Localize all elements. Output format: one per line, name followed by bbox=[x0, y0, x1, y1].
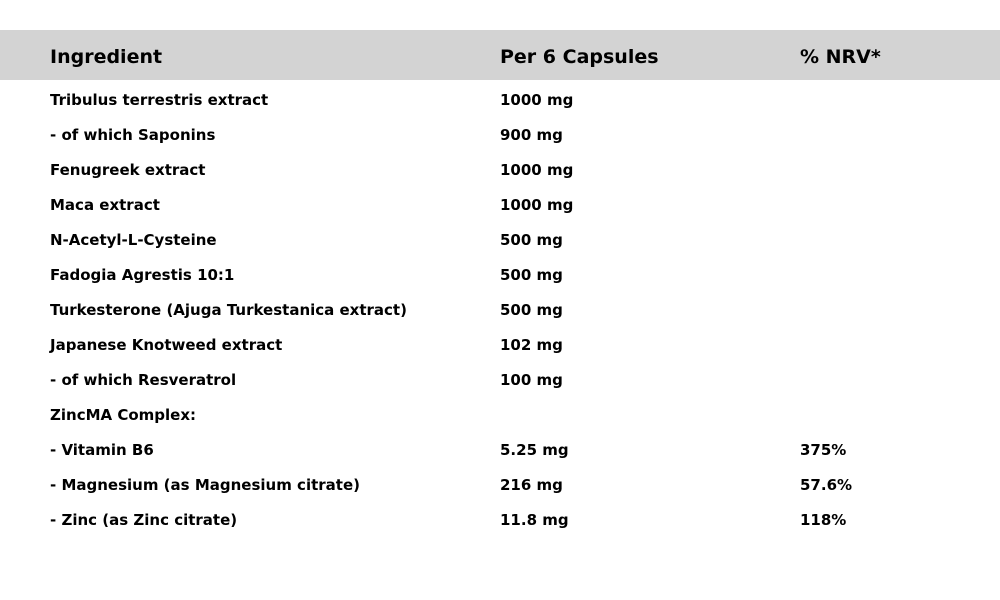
nutrition-table bbox=[0, 30, 1000, 538]
table-row bbox=[0, 118, 1000, 153]
table-row bbox=[0, 503, 1000, 538]
header-ingredient: Ingredient bbox=[50, 46, 163, 68]
nrv-cell: 375% bbox=[800, 441, 847, 459]
header-amount: Per 6 Capsules bbox=[500, 46, 659, 68]
ingredient-cell: Tribulus terrestris extract bbox=[50, 91, 269, 109]
amount-cell: 216 mg bbox=[500, 476, 563, 494]
ingredient-cell: - of which Saponins bbox=[50, 126, 216, 144]
amount-cell: 100 mg bbox=[500, 371, 563, 389]
ingredient-cell: Fadogia Agrestis 10:1 bbox=[50, 266, 235, 284]
ingredient-cell: - Zinc (as Zinc citrate) bbox=[50, 511, 238, 529]
amount-cell: 102 mg bbox=[500, 336, 563, 354]
ingredient-cell: - Vitamin B6 bbox=[50, 441, 154, 459]
amount-cell: 1000 mg bbox=[500, 196, 574, 214]
table-row bbox=[0, 188, 1000, 223]
amount-cell: 1000 mg bbox=[500, 161, 574, 179]
nrv-cell: 118% bbox=[800, 511, 847, 529]
ingredient-cell: N-Acetyl-L-Cysteine bbox=[50, 231, 217, 249]
amount-cell: 1000 mg bbox=[500, 91, 574, 109]
amount-cell: 5.25 mg bbox=[500, 441, 569, 459]
table-row bbox=[0, 223, 1000, 258]
table-row bbox=[0, 328, 1000, 363]
table-body bbox=[0, 80, 1000, 538]
table-row bbox=[0, 468, 1000, 503]
table-header bbox=[0, 30, 1000, 80]
table-row bbox=[0, 153, 1000, 188]
ingredient-cell: Turkesterone (Ajuga Turkestanica extract) bbox=[50, 301, 407, 319]
ingredient-cell: Fenugreek extract bbox=[50, 161, 206, 179]
table-row bbox=[0, 293, 1000, 328]
table-row bbox=[0, 398, 1000, 433]
table-row bbox=[0, 363, 1000, 398]
amount-cell: 500 mg bbox=[500, 301, 563, 319]
ingredient-cell: - Magnesium (as Magnesium citrate) bbox=[50, 476, 360, 494]
table-row bbox=[0, 433, 1000, 468]
table-row bbox=[0, 258, 1000, 293]
table-row bbox=[0, 83, 1000, 118]
ingredient-cell: ZincMA Complex: bbox=[50, 406, 197, 424]
amount-cell: 900 mg bbox=[500, 126, 563, 144]
ingredient-cell: - of which Resveratrol bbox=[50, 371, 237, 389]
amount-cell: 11.8 mg bbox=[500, 511, 569, 529]
header-nrv: % NRV* bbox=[800, 46, 881, 68]
ingredient-cell: Maca extract bbox=[50, 196, 160, 214]
amount-cell: 500 mg bbox=[500, 231, 563, 249]
ingredient-cell: Japanese Knotweed extract bbox=[50, 336, 283, 354]
amount-cell: 500 mg bbox=[500, 266, 563, 284]
nrv-cell: 57.6% bbox=[800, 476, 853, 494]
